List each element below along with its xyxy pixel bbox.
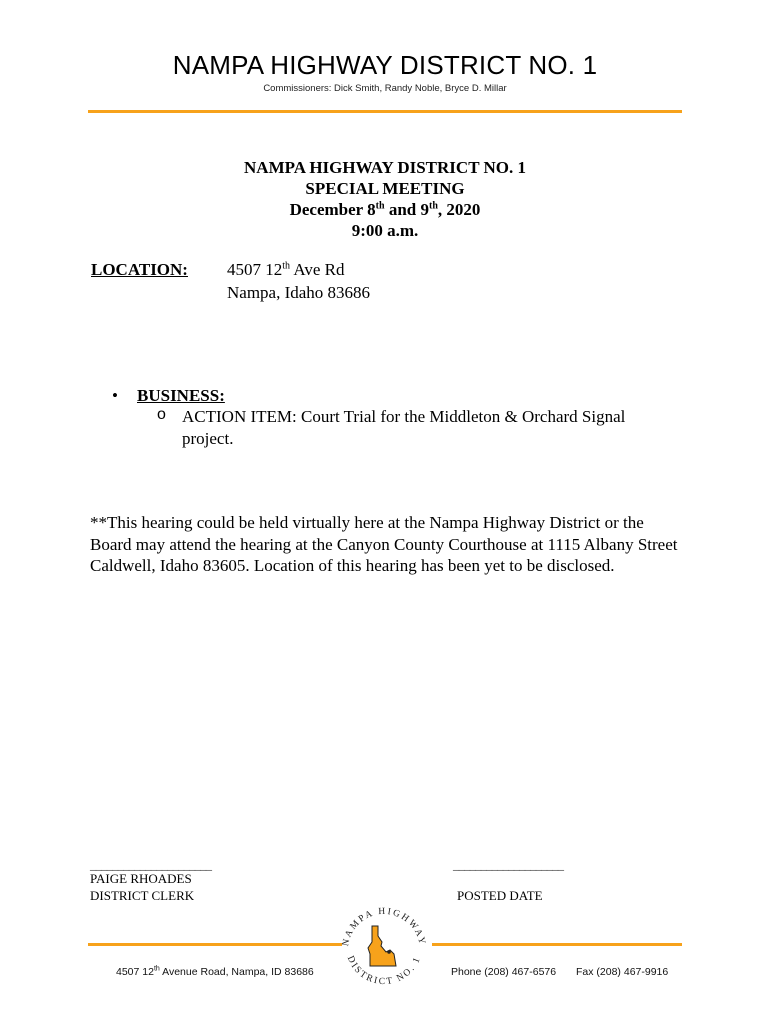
posted-date-label: POSTED DATE	[457, 888, 543, 903]
clerk-title: DISTRICT CLERK	[90, 888, 195, 903]
meeting-heading: NAMPA HIGHWAY DISTRICT NO. 1	[244, 158, 526, 177]
footer-phone: Phone (208) 467-6576	[451, 966, 557, 978]
seal-icon	[334, 898, 434, 998]
seal-top-text: NAMPA HIGHWAY	[341, 906, 427, 948]
hearing-note: **This hearing could be held virtually here at the Nampa Highway District or the Board may attend the hearing at the Canyon County Courthouse at 1115 Albany Street Caldwell, Idaho 83605. Location of this hearing has been yet to be disclosed.	[90, 513, 678, 575]
clerk-name: PAIGE RHOADES	[90, 871, 192, 886]
svg-text:NAMPA HIGHWAY	[341, 907, 427, 947]
location-city: Nampa, Idaho 83686	[227, 283, 371, 302]
posted-date-line: ____________________	[453, 857, 563, 872]
location-label: LOCATION:	[91, 260, 188, 279]
footer-address: 4507 12th Avenue Road, Nampa, ID 83686	[116, 965, 314, 978]
business-bullet: •	[112, 386, 118, 405]
commissioners-line: Commissioners: Dick Smith, Randy Noble, Bryce D. Millar	[263, 83, 507, 94]
footer-divider-left	[88, 943, 342, 946]
idaho-shape-icon	[368, 926, 396, 966]
meeting-date: December 8th and 9th, 2020	[289, 200, 481, 219]
action-item-text: ACTION ITEM: Court Trial for the Middleton & Orchard Signal project.	[182, 407, 626, 448]
seal-bottom-text: DISTRICT NO. 1	[344, 954, 424, 988]
footer-fax: Fax (208) 467-9916	[576, 966, 669, 978]
business-label: BUSINESS:	[137, 386, 225, 405]
meeting-time: 9:00 a.m.	[351, 221, 419, 240]
header-divider	[88, 110, 682, 113]
location-street: 4507 12th Ave Rd	[227, 260, 345, 279]
clerk-signature-line: ______________________	[90, 857, 211, 872]
document-title: NAMPA HIGHWAY DISTRICT NO. 1	[172, 50, 598, 80]
nampa-marker-icon	[387, 950, 391, 954]
district-seal-logo	[334, 898, 434, 998]
footer-divider-right	[432, 943, 682, 946]
meeting-type: SPECIAL MEETING	[305, 179, 465, 198]
action-item-bullet: o	[157, 406, 166, 423]
